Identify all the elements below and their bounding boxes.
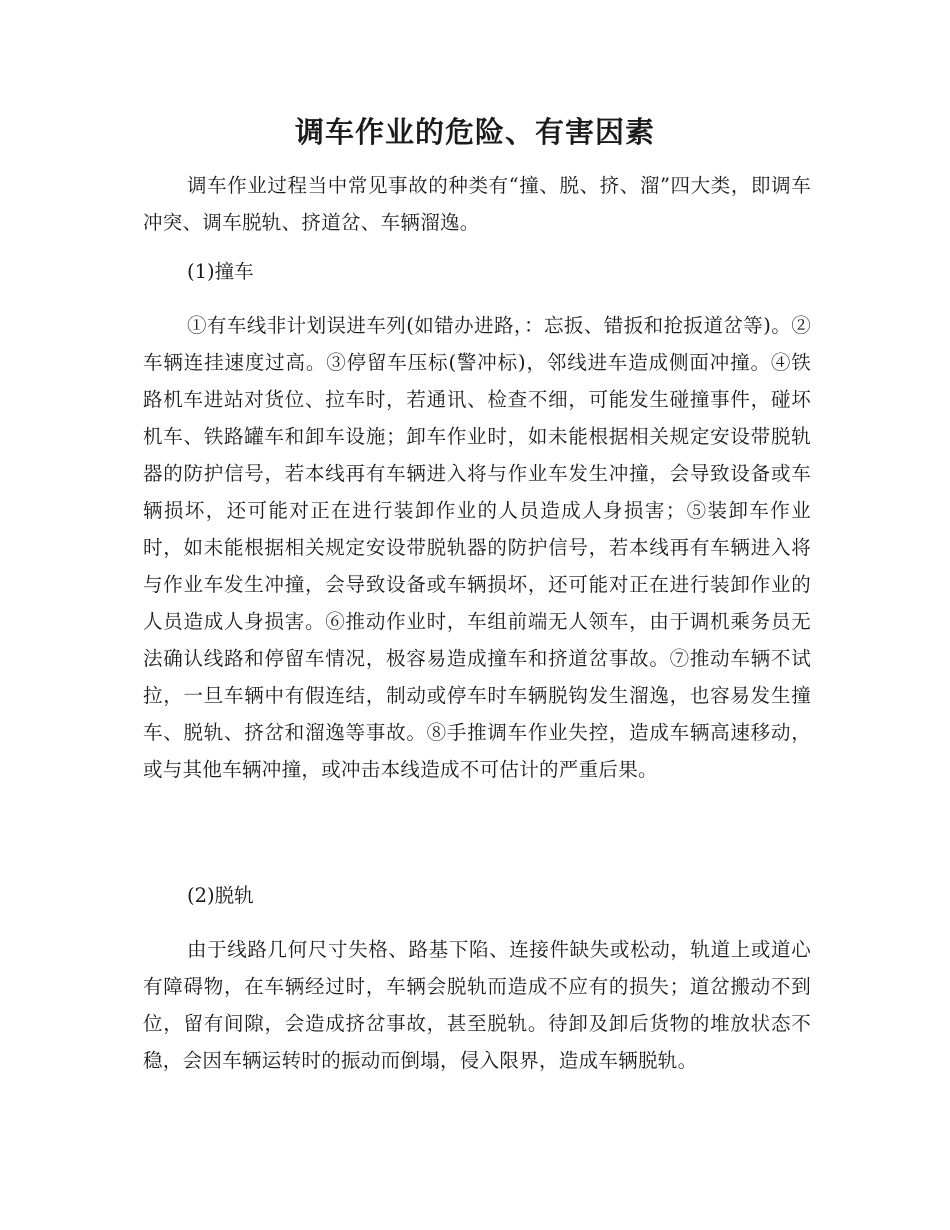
document-title: 调车作业的危险、有害因素 <box>294 115 655 149</box>
section-heading-derailment: (2)脱轨 <box>187 884 254 907</box>
collision-paragraph: ①有车线非计划误进车列(如错办进路，：忘扳、错扳和抢扳道岔等)。②车辆连挂速度过高。③停留车压标(警冲标)，邻线进车造成侧面冲撞。④铁路机车进站对货位、拉车时，若通讯、检查不细，可能发生碰撞事件，碰坏机车、铁路罐车和卸车设施；卸车作业时，如未能根据相关规定安设带脱轨器的防护信号，若本线再有车辆进入将与作业车发生冲撞，会导致设备或车辆损坏，还可能对正在进行装卸作业的人员造成人身损害；⑤装卸车作业时，如未能根据相关规定安设带脱轨器的防护信号，若本线再有车辆进入将与作业车发生冲撞，会导致设备或车辆损坏，还可能对正在进行装卸作业的人员造成人身损害。⑥推动作业时，车组前端无人领车，由于调机乘务员无法确认线路和停留车情况，极容易造成撞车和挤道岔事故。⑦推动车辆不试拉，一旦车辆中有假连结，制动或停车时车辆脱钩发生溜逸，也容易发生撞车、脱轨、挤岔和溜逸等事故。⑧手推调车作业失控，造成车辆高速移动，或与其他车辆冲撞，或冲击本线造成不可估计的严重后果。 <box>143 314 811 781</box>
intro-paragraph: 调车作业过程当中常见事故的种类有“撞、脱、挤、溜”四大类，即调车冲突、调车脱轨、挤道岔、车辆溜逸。 <box>143 174 811 234</box>
derailment-paragraph: 由于线路几何尺寸失格、路基下陷、连接件缺失或松动，轨道上或道心有障碍物，在车辆经过时，车辆会脱轨而造成不应有的损失；道岔搬动不到位，留有间隙，会造成挤岔事故，甚至脱轨。待卸及卸后货物的堆放状态不稳，会因车辆运转时的振动而倒塌，侵入限界，造成车辆脱轨。 <box>143 938 811 1072</box>
section-heading-collision: (1)撞车 <box>187 260 254 283</box>
